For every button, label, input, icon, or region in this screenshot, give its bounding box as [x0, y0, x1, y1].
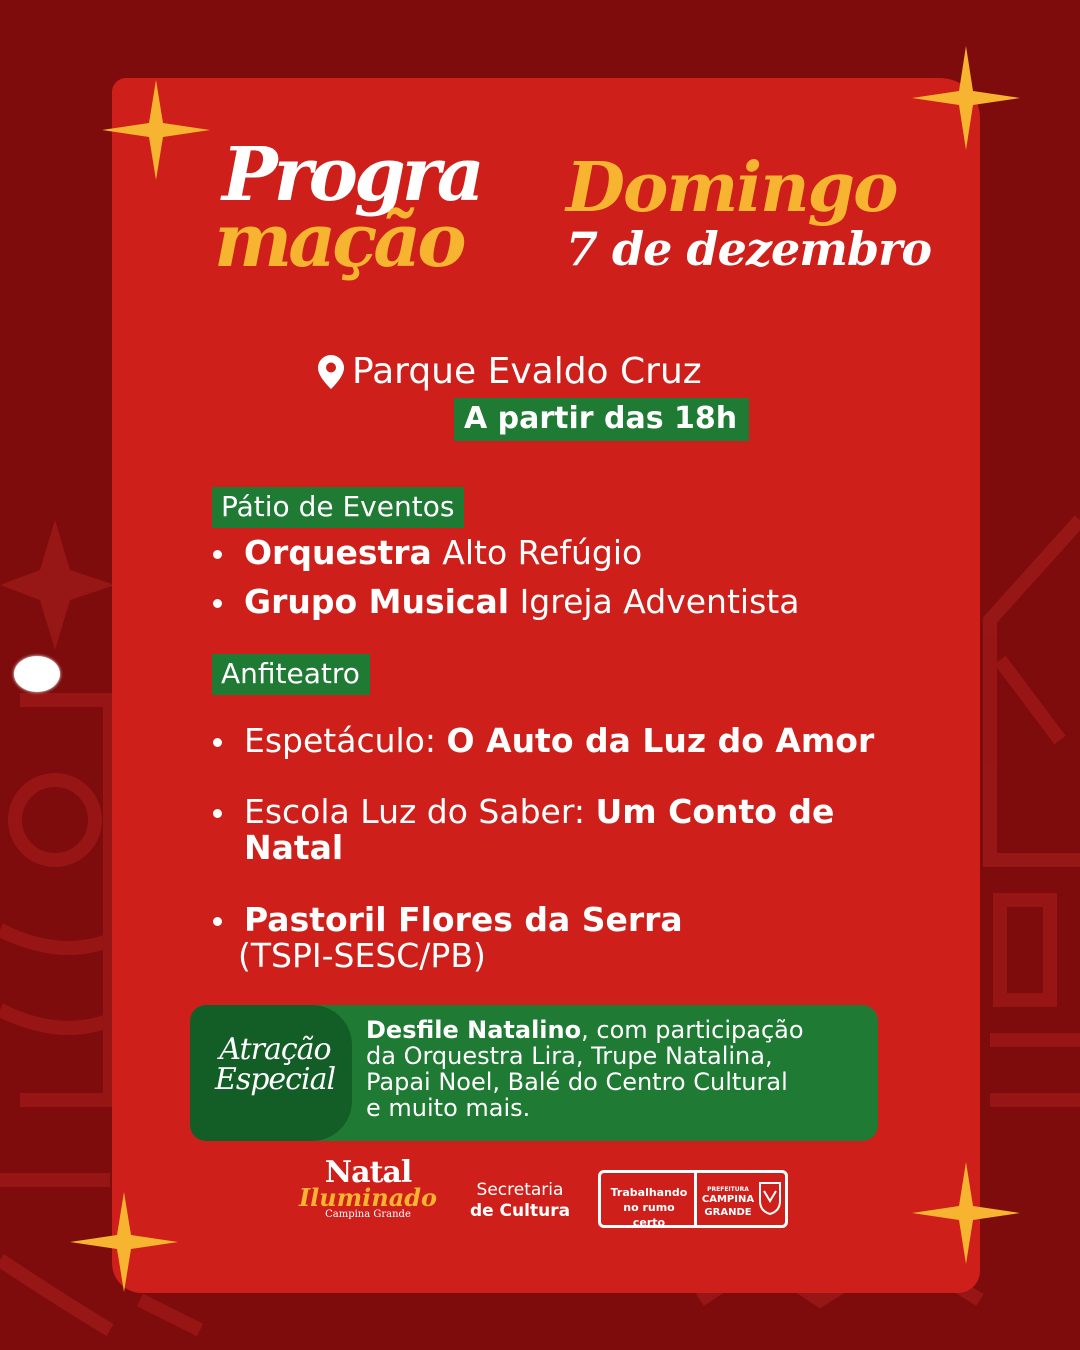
special-line-2: da Orquestra Lira, Trupe Natalina,: [366, 1042, 773, 1070]
special-label-line-2: Especial: [214, 1062, 336, 1097]
event-weekday: Domingo: [566, 148, 897, 228]
list-item: [244, 723, 874, 759]
pref-divider: [694, 1173, 697, 1225]
snowflake-icon: [14, 656, 60, 692]
bullet: [213, 917, 222, 926]
list-item: [244, 535, 642, 571]
pref-name: [701, 1186, 755, 1219]
special-attraction-tab: [190, 1005, 352, 1141]
bullet: [213, 599, 222, 608]
secretaria-line-1: Secretaria: [476, 1180, 564, 1200]
star-icon: [102, 80, 210, 180]
bullet: [213, 550, 222, 559]
item-rest: Alto Refúgio: [431, 533, 643, 572]
section-anfiteatro: Anfiteatro: [212, 654, 370, 695]
secretaria-de-cultura-logo: [464, 1180, 576, 1222]
item-bold-continued: Natal: [244, 828, 344, 867]
list-item: [244, 902, 683, 938]
item-bold: Grupo Musical: [244, 582, 510, 621]
special-label-line-1: Atração: [219, 1032, 331, 1067]
pref-name-line-0: PREFEITURA: [707, 1186, 749, 1193]
title-line-1: Progra: [222, 132, 481, 218]
special-line-4: e muito mais.: [366, 1094, 531, 1122]
special-attraction-text: [366, 1017, 866, 1121]
item-prefix: Espetáculo:: [244, 721, 447, 760]
venue-name: Parque Evaldo Cruz: [352, 351, 702, 392]
pref-name-line-1: CAMPINA: [701, 1194, 755, 1205]
secretaria-line-2: de Cultura: [469, 1201, 571, 1221]
venue: [318, 351, 702, 392]
list-item: [244, 584, 799, 620]
item-rest: Igreja Adventista: [509, 582, 800, 621]
special-line-3: Papai Noel, Balé do Centro Cultural: [366, 1068, 788, 1096]
natal-iluminado-logo: [298, 1155, 438, 1238]
item-bold: Pastoril Flores da Serra: [244, 900, 683, 939]
map-pin-icon: [318, 355, 344, 389]
item-bold: Orquestra: [244, 533, 432, 572]
star-icon: [912, 1162, 1020, 1264]
natal-logo-line-2: Iluminado: [298, 1183, 438, 1212]
bullet: [213, 809, 222, 818]
special-attraction-label: [200, 1032, 350, 1097]
shield-icon: [759, 1181, 781, 1215]
natal-logo-line-3: Campina Grande: [325, 1209, 411, 1220]
pref-slogan-line-2: no rumo certo: [623, 1201, 675, 1229]
pref-slogan: [607, 1185, 691, 1230]
list-item: [244, 794, 834, 866]
start-time-badge: A partir das 18h: [454, 398, 749, 441]
event-date: 7 de dezembro: [566, 222, 932, 276]
list-item-subtitle: (TSPI-SESC/PB): [238, 936, 486, 975]
star-icon: [912, 46, 1020, 150]
star-icon: [70, 1192, 178, 1292]
special-bold: Desfile Natalino: [366, 1016, 582, 1044]
special-attraction-box: [190, 1005, 878, 1141]
item-bold: O Auto da Luz do Amor: [446, 721, 875, 760]
bullet: [213, 738, 222, 747]
pref-name-line-2: GRANDE: [704, 1207, 752, 1218]
title-line-2: mação: [214, 198, 463, 284]
section-patio-de-eventos: Pátio de Eventos: [212, 487, 464, 528]
item-bold: Um Conto de: [595, 792, 835, 831]
pref-slogan-line-1: Trabalhando: [610, 1186, 688, 1199]
natal-logo-line-1: Natal: [324, 1155, 412, 1190]
item-prefix: Escola Luz do Saber:: [244, 792, 596, 831]
special-line-1: , com participação: [581, 1016, 804, 1044]
prefeitura-logo: [598, 1170, 788, 1228]
